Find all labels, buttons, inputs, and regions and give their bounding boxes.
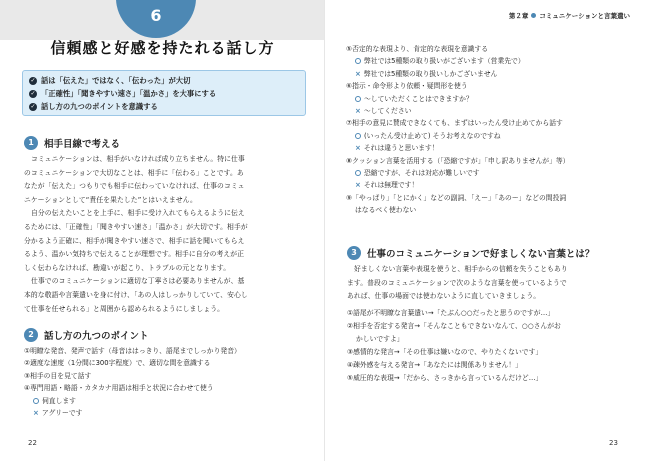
- section-heading: 2 話し方の九つのポイント: [24, 328, 149, 342]
- list-item: ⑦相手の意見に賛成できなくても、まずはいったん受け止めてから話す: [346, 119, 563, 128]
- list-item: 恐縮ですが、それは対応が難しいです: [346, 167, 569, 179]
- section-number: 3: [347, 246, 361, 260]
- check-icon: ✓: [30, 89, 36, 97]
- list-item: 伺直します: [24, 395, 241, 407]
- list-item: ⑨「やっぱり」「とにかく」などの副詞、「えー」「あのー」などの間投詞: [346, 193, 567, 202]
- list-item: ②適度な速度（1分間に300字程度）で、適切な間を意識する: [24, 359, 211, 368]
- cross-icon: ×: [355, 181, 361, 190]
- summary-box: [22, 70, 306, 116]
- summary-item: ✓ 話は「伝えた」ではなく、「伝わった」が大切: [30, 76, 191, 85]
- cross-icon: ×: [33, 409, 39, 418]
- circle-icon: [355, 133, 361, 139]
- check-icon: ✓: [30, 102, 36, 110]
- section-body: 好ましくない言葉や表現を使うと、相手からの信頼を失うこともあり ます。普段のコミュニケーションで次のような言葉を使っているようで あれば、仕事の場面では使わないように直していきましょう。: [347, 265, 568, 301]
- list-item: ⑤否定的な表現より、肯定的な表現を意識する: [346, 45, 489, 53]
- circle-icon: [355, 96, 361, 102]
- points-list-continued: [346, 43, 569, 217]
- list-item: ④専門用語・略語・カタカナ用語は相手と状況に合わせて使う: [24, 384, 214, 393]
- summary-item: ✓ 「正確性」「聞きやすい速さ」「温かさ」を大事にする: [30, 89, 217, 98]
- cross-icon: ×: [355, 144, 361, 153]
- list-item: ③相手の目を見て話す: [24, 371, 92, 380]
- page-title: 信頼感と好感を持たれる話し方: [50, 39, 275, 57]
- page-number: 22: [28, 439, 37, 447]
- list-item: はなるべく使わない: [355, 206, 417, 215]
- check-icon: ✓: [30, 76, 36, 84]
- list-item: ④疎外感を与える発言→「あなたには関係ありません！」: [347, 361, 522, 369]
- bad-words-list: [347, 307, 561, 385]
- section-number: 1: [24, 136, 38, 150]
- list-item: 弊社では5種類の取り扱いがございます（営業先で）: [346, 55, 569, 67]
- section-heading: 3 仕事のコミュニケーションで好ましくない言葉とは？: [347, 246, 594, 260]
- list-item: × 弊社では5種類の取り扱いしかございません: [355, 69, 498, 78]
- list-item: ③感情的な発言→「その仕事は嫌いなので、やりたくないです」: [347, 348, 543, 356]
- list-item: × アグリーです: [33, 409, 83, 418]
- circle-icon: [355, 58, 361, 64]
- list-item: ①語尾が不明瞭な言葉遣い→「たぶん○○だったと思うのですが…」: [347, 309, 555, 317]
- list-item: (いったん受け止めて) そうお考えなのですね: [346, 130, 569, 142]
- list-item: 〜していただくことはできますか？: [346, 93, 569, 105]
- section-number: 2: [24, 328, 38, 342]
- list-item: × 〜してください: [355, 107, 412, 116]
- points-list: [24, 345, 241, 419]
- list-item: ⑤威圧的な表現→「だから、さっきから言っているんだけど…」: [347, 374, 543, 382]
- running-head: 第２章 コミュニケーションと言葉遣い: [508, 12, 630, 20]
- page-number: 23: [609, 439, 618, 447]
- list-item: × それは違うと思います！: [355, 144, 439, 153]
- section-heading: 1 相手目線で考える: [24, 136, 120, 150]
- section-body: コミュニケーションは、相手がいなければ成り立ちません。特に仕事 のコミュニケーションで大切なことは、相手に「伝わる」ことです。あ なたが「伝えた」つもりでも相手に伝わっていなければ、仕事のコミュ ニケーションとして“責任を果たした”とはいえません。 自分の伝えたいことを上手に、相手に受け入れてもらえるように伝え るためには、「正確性」「聞きやすい速さ」「温かさ」が大切です。相手が 分かるよう正確に、相手が聞きやすい速さで、相手に話を聞いてもらえ るよう、温かい気持ちで伝えることが理想です。相手に自分の考えが正 しく伝わらなければ、勘違いが起こり、トラブルの元となります。 仕事でのコミュニケーションに適切な丁寧さは必要ありませんが、基 本的な敬語や言葉遣いを身に付け、「あの人はしっかりしていて、安心し て仕事を任せられる」と周囲から認められるようにしましょう。: [24, 155, 248, 313]
- list-item: ⑥指示・命令形より依頼・疑問形を使う: [346, 82, 468, 91]
- list-item: ⑧クッション言葉を活用する（「恐縮ですが」「申し訳ありませんが」等）: [346, 156, 570, 165]
- cross-icon: ×: [355, 69, 361, 78]
- circle-icon: [33, 398, 39, 404]
- list-item: ②相手を否定する発言→「そんなこともできないなんて、○○さんがお: [347, 322, 561, 330]
- list-item: ①明瞭な発音、発声で話す（母音ははっきり、語尾までしっかり発音）: [24, 347, 241, 355]
- summary-item: ✓ 話し方の九つのポイントを意識する: [30, 102, 158, 111]
- bullet-icon: [531, 13, 536, 18]
- cross-icon: ×: [355, 107, 361, 116]
- chapter-number: 6: [150, 6, 162, 25]
- list-item: × それは無理です！: [355, 181, 419, 190]
- circle-icon: [355, 170, 361, 176]
- list-item: かしいですよ」: [356, 335, 404, 343]
- right-page: [325, 0, 650, 461]
